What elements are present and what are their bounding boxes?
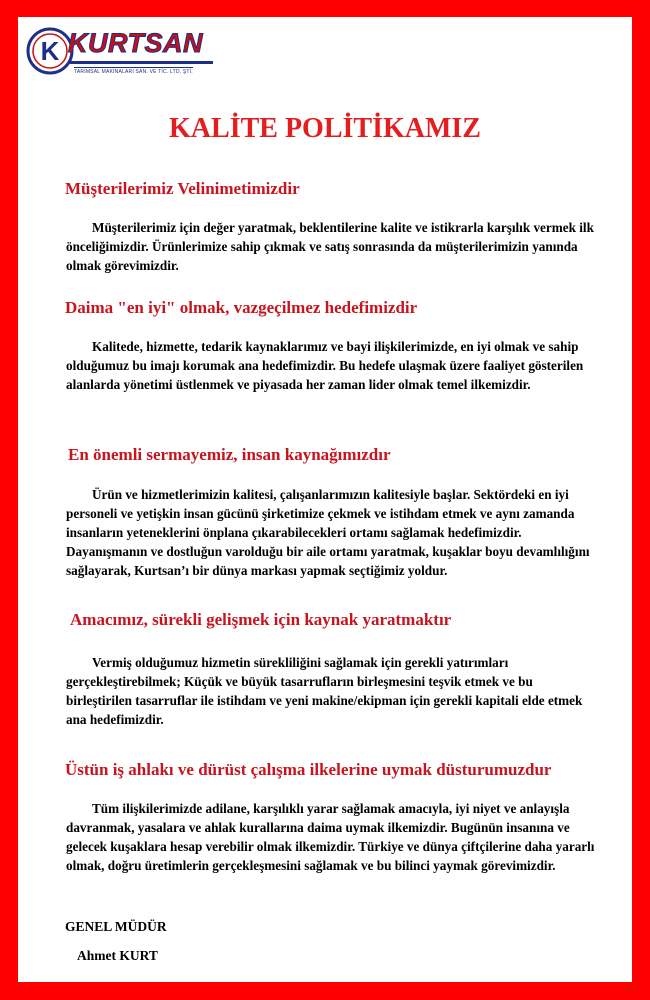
section-paragraph: Ürün ve hizmetlerimizin kalitesi, çalışanlarımızın kalitesiyle başlar. Sektördeki en iyi personeli ve yetişkin insan gücünü şirketimize çekmek ve istihdam etmek ve aynı zamanda insanların yeteneklerini önplana çıkarabilecekleri ortamı sağlamak hedefimizdir. Dayanışmanın ve dostluğun varolduğu bir aile ortamı yaratmak, kuşaklar boyu devamlılığını sağlayarak, Kurtsan’ı bir dünya markası yapmak seçtiğimiz yoldur. bbox=[66, 487, 590, 578]
company-logo bbox=[26, 27, 216, 89]
section-paragraph: Tüm ilişkilerimizde adilane, karşılıklı yarar sağlamak amacıyla, iyi niyet ve anlayışla davranmak, yasalara ve ahlak kurallarına daima uymak ilkemizdir. Bugünün insanına ve gelecek kuşaklara hesap verebilir olmak ilkemizdir. Türkiye ve dünya çiftçilerine daha yararlı olmak, doğru üretimlerin gerçekleşmesini sağlamak ve bu bilinci yaymak görevimizdir. bbox=[66, 801, 595, 873]
section-heading: Üstün iş ahlakı ve dürüst çalışma ilkelerine uymak düsturumuzdur bbox=[65, 760, 552, 779]
section-paragraph: Müşterilerimiz için değer yaratmak, beklentilerine kalite ve istikrarla karşılık vermek ilk önceliğimizdir. Ürünlerimize sahip çıkmak ve satış sonrasında da müşterilerimizin yanında olmak görevimizdir. bbox=[66, 220, 594, 273]
signature-name: Ahmet KURT bbox=[77, 948, 158, 963]
logo-divider bbox=[70, 61, 213, 64]
document-page bbox=[18, 17, 632, 982]
section-paragraph: Kalitede, hizmette, tedarik kaynaklarımız ve bayi ilişkilerimizde, en iyi olmak ve sahip olduğumuz bu imajı korumak ana hedefimizdir. Bu hedefe ulaşmak üzere faaliyet gösterilen alanlarda yönetimi üstlenmek ve piyasada her zaman lider olmak temel ilkemizdir. bbox=[66, 339, 584, 392]
logo-name: KURTSAN bbox=[68, 28, 204, 58]
logo-letter: K bbox=[40, 36, 60, 66]
section-heading: Müşterilerimiz Velinimetimizdir bbox=[65, 179, 300, 198]
section-paragraph: Vermiş olduğumuz hizmetin sürekliliğini sağlamak için gerekli yatırımları gerçekleştirebilmek; Küçük ve büyük tasarrufların birleşmesini teşvik etmek ve bu birleştirilen tasarruflar ile istihdam ve yeni makine/ekipman için gerekli kapitali elde etmek ana hedefimizdir. bbox=[66, 655, 583, 727]
section-heading: Amacımız, sürekli gelişmek için kaynak yaratmaktır bbox=[70, 610, 452, 629]
section-heading: En önemli sermayemiz, insan kaynağımızdır bbox=[68, 445, 391, 464]
logo-emblem-icon bbox=[26, 27, 74, 75]
logo-subtitle: TARIMSAL MAKİNALARI SAN. VE TİC. LTD. ŞTİ. bbox=[74, 69, 193, 75]
section-heading: Daima "en iyi" olmak, vazgeçilmez hedefimizdir bbox=[65, 298, 418, 317]
page-title: KALİTE POLİTİKAMIZ bbox=[169, 113, 481, 144]
signature-role: GENEL MÜDÜR bbox=[65, 919, 167, 934]
